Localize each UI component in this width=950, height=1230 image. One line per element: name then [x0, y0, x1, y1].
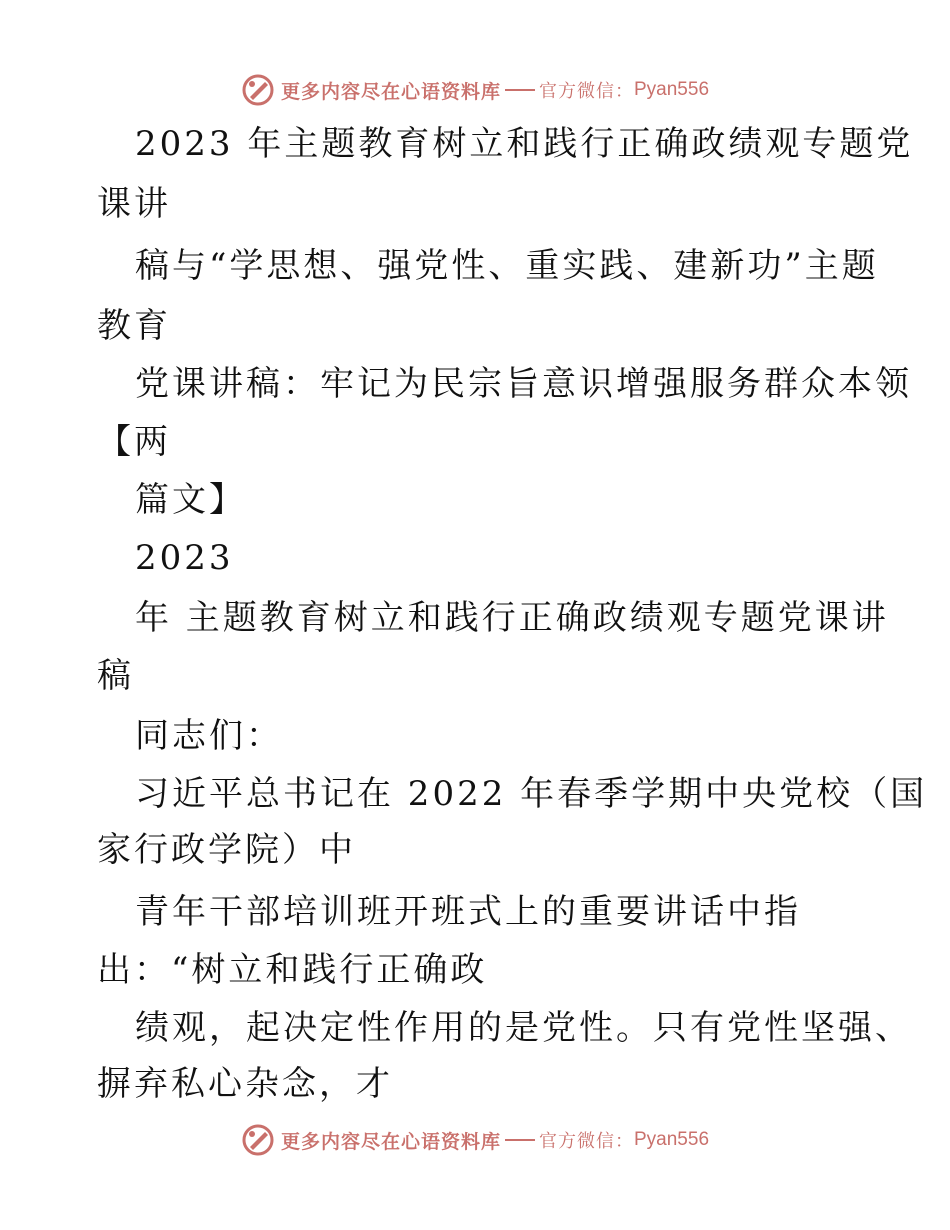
document-line: 稿 — [97, 656, 134, 696]
document-line: 党课讲稿：牢记为民宗旨意识增强服务群众本领 — [135, 364, 912, 404]
watermark-wechat-id: Pyan556 — [634, 79, 710, 100]
document-line: 出：“树立和践行正确政 — [97, 950, 488, 990]
watermark-main-text: 更多内容尽在心语资料库 — [280, 1130, 501, 1153]
document-line: 绩观，起决定性作用的是党性。只有党性坚强、 — [135, 1008, 912, 1048]
document-line: 同志们： — [135, 716, 283, 756]
ink-brush-logo-icon — [241, 73, 275, 107]
ink-brush-logo-icon — [241, 1123, 275, 1157]
watermark-dash — [505, 1139, 535, 1141]
document-line: 稿与“学思想、强党性、重实践、建新功”主题 — [135, 246, 879, 286]
header-watermark — [0, 70, 950, 110]
watermark-sub-text: 官方微信： — [539, 1131, 634, 1152]
document-line: 年 主题教育树立和践行正确政绩观专题党课讲 — [135, 598, 889, 638]
document-line: 家行政学院）中 — [97, 830, 356, 870]
document-line: 摒弃私心杂念，才 — [97, 1064, 393, 1104]
document-line: 2023 年主题教育树立和践行正确政绩观专题党 — [135, 124, 914, 164]
footer-watermark — [0, 1120, 950, 1160]
document-line: 篇文】 — [135, 480, 246, 520]
watermark-sub-text: 官方微信： — [539, 81, 634, 102]
watermark-main-text: 更多内容尽在心语资料库 — [280, 80, 501, 103]
document-line: 课讲 — [97, 184, 171, 224]
document-line: 【两 — [97, 422, 171, 462]
document-line: 习近平总书记在 2022 年春季学期中央党校（国 — [135, 774, 928, 814]
watermark-wechat-id: Pyan556 — [634, 1129, 710, 1150]
document-line: 2023 — [135, 538, 234, 578]
watermark-dash — [505, 89, 535, 91]
document-line: 教育 — [97, 306, 171, 346]
document-line: 青年干部培训班开班式上的重要讲话中指 — [135, 892, 801, 932]
